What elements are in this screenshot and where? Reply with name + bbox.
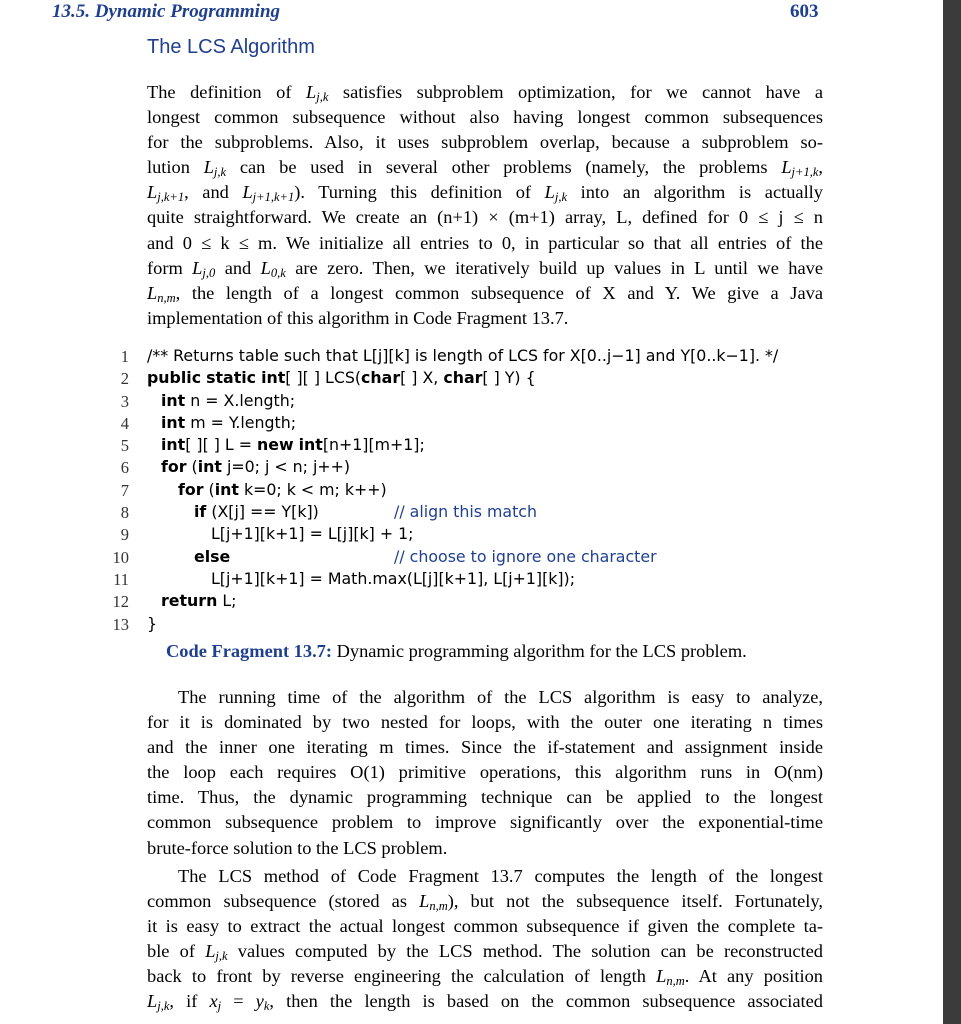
text-line: for it is dominated by two nested for loops, with the outer one iterating n times (147, 712, 823, 733)
paragraph-running-time (147, 685, 823, 861)
page-number: 603 (790, 1, 819, 22)
code-text: for (int k=0; k < m; k++) (178, 479, 387, 499)
code-text: else // choose to ignore one character (194, 546, 657, 566)
line-number: 7 (120, 480, 129, 500)
code-text: } (147, 613, 158, 633)
code-text: for (int j=0; j < n; j++) (161, 457, 351, 477)
text-line: common subsequence problem to improve significantly over the exponential-time (147, 812, 823, 833)
code-text: L[j+1][k+1] = Math.max(L[j][k+1], L[j+1][k]); (211, 568, 576, 588)
paragraph-reconstruction (147, 864, 823, 1015)
code-fragment-caption (166, 641, 747, 662)
line-number: 12 (112, 592, 129, 612)
text-line: $L_{j,k+1}$, and $L_{j+1,k+1}$). Turning this definition of $L_{j,k}$ into an algorithm is actually (147, 182, 823, 205)
viewer-scrollbar[interactable] (943, 0, 961, 1024)
paragraph-lcs-definition (147, 80, 823, 331)
line-number: 8 (120, 503, 129, 523)
text-line: ble of $L_{j,k}$ values computed by the LCS method. The solution can be reconstructed (147, 941, 824, 964)
text-line: the loop each requires O(1) primitive operations, this algorithm runs in O(nm) (147, 762, 823, 783)
text-line: it is easy to extract the actual longest common subsequence if given the complete ta- (147, 916, 823, 937)
code-text: if (X[j] == Y[k]) // align this match (194, 502, 537, 522)
text-line: The LCS method of Code Fragment 13.7 computes the length of the longest (178, 866, 823, 886)
text-line: back to front by reverse engineering the calculation of length $L_{n,m}$. At any position (147, 966, 823, 989)
line-number: 11 (113, 569, 129, 589)
code-text: /** Returns table such that L[j][k] is length of LCS for X[0..j−1] and Y[0..k−1]. */ (147, 346, 779, 365)
text-line: quite straightforward. We create an (n+1) × (m+1) array, L, defined for 0 ≤ j ≤ n (147, 207, 823, 228)
code-text: return L; (161, 591, 237, 611)
text-line: and the inner one iterating m times. Since the if-statement and assignment inside (147, 737, 823, 758)
text-line: form $L_{j,0}$ and $L_{0,k}$ are zero. Then, we iteratively build up values in L until we have (147, 257, 823, 280)
text-line: for the subproblems. Also, it uses subproblem overlap, because a subproblem so- (147, 132, 823, 153)
line-number: 6 (120, 458, 129, 478)
code-text: public static int[ ][ ] LCS(char[ ] X, char[ ] Y) { (147, 368, 536, 388)
line-number: 3 (120, 391, 129, 411)
code-text: L[j+1][k+1] = L[j][k] + 1; (211, 524, 414, 544)
text-line: brute-force solution to the LCS problem. (147, 837, 448, 858)
text-line: implementation of this algorithm in Code Fragment 13.7. (147, 307, 569, 328)
line-number: 2 (120, 369, 129, 389)
code-text: int[ ][ ] L = new int[n+1][m+1]; (161, 435, 425, 455)
line-number: 4 (120, 413, 129, 433)
text-line: common subsequence (stored as $L_{n,m}$), but not the subsequence itself. Fortunately, (147, 891, 823, 914)
text-line: and 0 ≤ k ≤ m. We initialize all entries to 0, in particular so that all entries of the (147, 232, 823, 253)
code-text: int m = Y.length; (161, 412, 297, 432)
caption-label: Code Fragment 13.7: (166, 641, 332, 661)
line-number: 13 (112, 614, 129, 634)
code-text: int n = X.length; (161, 390, 296, 410)
text-line: The definition of $L_{j,k}$ satisfies subproblem optimization, for we cannot have a (147, 82, 823, 104)
text-line: The running time of the algorithm of the LCS algorithm is easy to analyze, (178, 687, 823, 707)
line-number: 5 (120, 436, 129, 456)
text-line: lution $L_{j,k}$ can be used in several other problems (namely, the problems $L_{j+1,k}$, (147, 157, 823, 180)
section-title: The LCS Algorithm (147, 36, 315, 58)
line-number: 10 (112, 547, 129, 567)
text-line: longest common subsequence without also having longest common subsequences (147, 107, 823, 128)
text-line: $L_{n,m}$, the length of a longest common subsequence of X and Y. We give a Java (147, 282, 823, 305)
text-line: $L_{j,k}$, if $x_j = y_k$, then the length is based on the common subsequence associated (147, 991, 823, 1014)
line-number: 9 (120, 525, 129, 545)
line-number: 1 (120, 347, 129, 366)
text-line: time. Thus, the dynamic programming technique can be applied to the longest (147, 787, 823, 808)
caption-text: Dynamic programming algorithm for the LCS problem. (332, 641, 747, 661)
running-header-section: 13.5. Dynamic Programming (52, 1, 281, 22)
